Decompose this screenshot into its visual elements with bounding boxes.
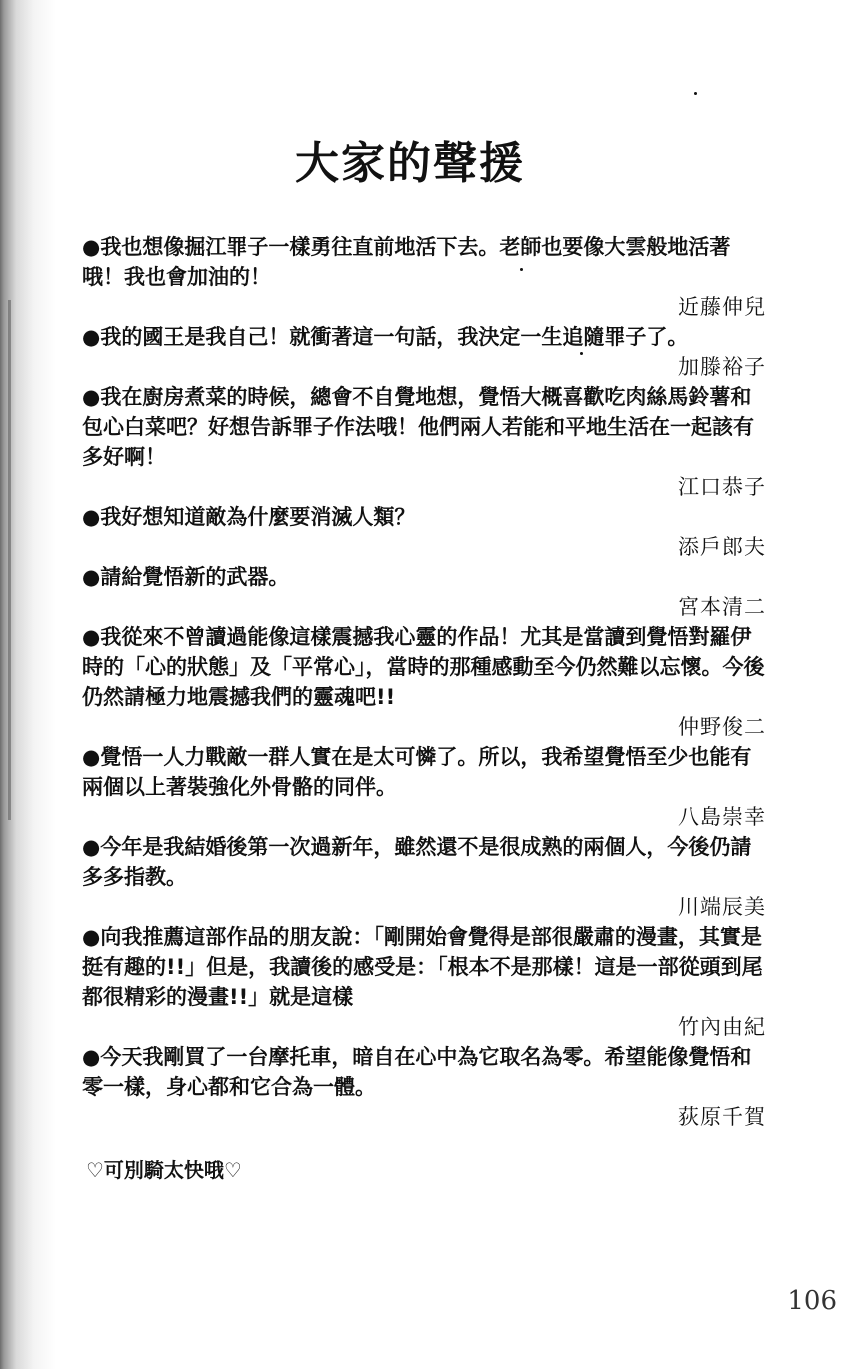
reader-entry bbox=[82, 232, 766, 322]
entry-author: 宮本清二 bbox=[678, 595, 766, 619]
entry-message: ●今天我剛買了一台摩托車，暗自在心中為它取名為零。希望能像覺悟和零一樣，身心都和它合為一體。 bbox=[82, 1045, 752, 1099]
entry-author: 八島崇幸 bbox=[678, 805, 766, 829]
reader-entry bbox=[82, 922, 766, 1042]
page-number: 106 bbox=[787, 1286, 837, 1316]
entry-message: ●我從來不曾讀過能像這樣震撼我心靈的作品！尤其是當讀到覺悟對羅伊時的「心的狀態」及「平常心」，當時的那種感動至今仍然難以忘懷。今後仍然請極力地震撼我們的靈魂吧!! bbox=[82, 625, 765, 709]
reader-entry bbox=[82, 742, 766, 832]
entry-author: 加滕裕子 bbox=[678, 355, 766, 379]
entry-message: ●我在廚房煮菜的時候，總會不自覺地想，覺悟大概喜歡吃肉絲馬鈴薯和包心白菜吧？好想告訴罪子作法哦！他們兩人若能和平地生活在一起該有多好啊！ bbox=[82, 385, 754, 469]
reader-entry bbox=[82, 502, 766, 562]
entry-message: ●向我推薦這部作品的朋友說：「剛開始會覺得是部很嚴肅的漫畫，其實是挺有趣的!!」但是，我讀後的感受是：「根本不是那樣！這是一部從頭到尾都很精彩的漫畫!!」就是這樣 bbox=[82, 925, 763, 1009]
reader-entry bbox=[82, 622, 766, 742]
entry-message: ●請給覺悟新的武器。 bbox=[82, 565, 290, 589]
reader-entry bbox=[82, 1042, 766, 1132]
reader-entry bbox=[82, 322, 766, 382]
entry-author: 川端辰美 bbox=[678, 895, 766, 919]
page-title: 大家的聲援 bbox=[295, 138, 525, 190]
entry-message: ●我也想像掘江罪子一樣勇往直前地活下去。老師也要像大雲般地活著哦！我也會加油的！ bbox=[82, 235, 731, 289]
ink-speck bbox=[694, 92, 697, 95]
entry-author: 竹內由紀 bbox=[678, 1015, 766, 1039]
closing-note: ♡可別騎太快哦♡ bbox=[86, 1158, 242, 1182]
entry-message: ●我的國王是我自己！就衝著這一句話，我決定一生追隨罪子了。 bbox=[82, 325, 689, 349]
entry-author: 近藤伸兒 bbox=[678, 295, 766, 319]
reader-messages bbox=[82, 232, 766, 1132]
reader-entry bbox=[82, 832, 766, 922]
entry-message: ●今年是我結婚後第一次過新年，雖然還不是很成熟的兩個人，今後仍請多多指教。 bbox=[82, 835, 752, 889]
entry-author: 仲野俊二 bbox=[678, 715, 766, 739]
entry-message: ●我好想知道敵為什麼要消滅人類？ bbox=[82, 505, 416, 529]
scan-edge-streak bbox=[8, 300, 11, 820]
entry-author: 荻原千賀 bbox=[678, 1105, 766, 1129]
entry-author: 江口恭子 bbox=[678, 475, 766, 499]
reader-entry bbox=[82, 382, 766, 502]
entry-author: 添戶郎夫 bbox=[678, 535, 766, 559]
entry-message: ●覺悟一人力戰敵一群人實在是太可憐了。所以，我希望覺悟至少也能有兩個以上著裝強化外骨骼的同伴。 bbox=[82, 745, 752, 799]
reader-entry bbox=[82, 562, 766, 622]
